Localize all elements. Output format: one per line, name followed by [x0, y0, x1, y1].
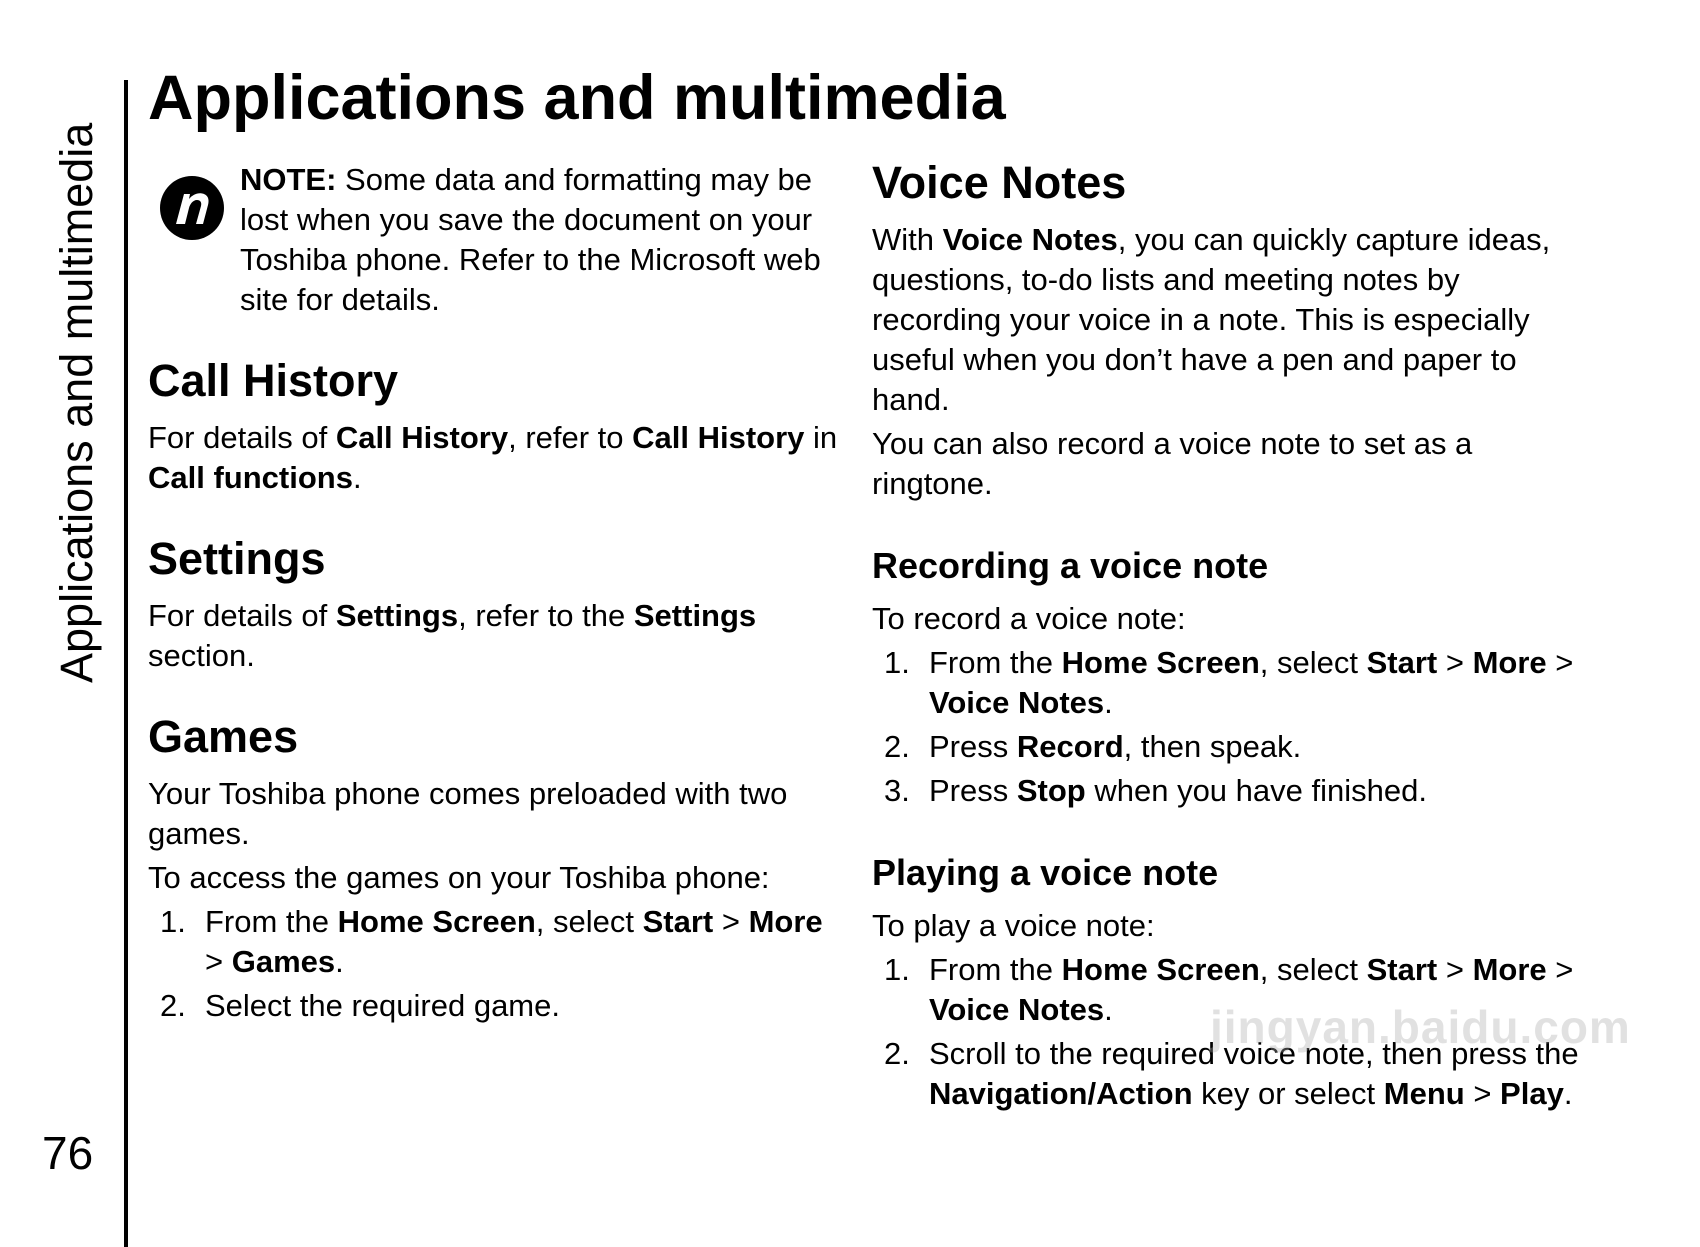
left-column — [148, 160, 838, 1030]
playing-intro: To play a voice note: — [872, 908, 1155, 944]
list-item: 2. Select the required game. — [160, 988, 560, 1023]
games-section — [148, 710, 838, 1026]
list-item: 1. From the Home Screen, select Start > More > Voice Notes. — [884, 952, 1574, 1028]
voice-notes-ringtone-text: You can also record a voice note to set as a ringtone. — [872, 426, 1473, 501]
playing-section — [872, 851, 1592, 1114]
page-title: Applications and multimedia — [148, 63, 1006, 133]
settings-text: For details of Settings, refer to the Settings section. — [148, 598, 757, 673]
note-text: NOTE: Some data and formatting may be lost when you save the document on your Toshiba phone. Refer to the Microsoft web site for details. — [240, 162, 821, 317]
playing-heading: Playing a voice note — [872, 852, 1219, 894]
list-item: 2. Scroll to the required voice note, then press the Navigation/Action key or select Menu > Play. — [884, 1036, 1579, 1112]
watermark: jingyan.baidu.com — [1210, 1001, 1631, 1053]
list-item: 1. From the Home Screen, select Start > More > Games. — [160, 904, 823, 979]
settings-heading: Settings — [148, 533, 326, 584]
recording-heading: Recording a voice note — [872, 545, 1269, 586]
call-history-section — [148, 354, 838, 498]
games-intro: Your Toshiba phone comes preloaded with two games. — [148, 776, 788, 851]
side-tab-label: Applications and multimedia — [51, 122, 102, 683]
games-access-text: To access the games on your Toshiba phone: — [148, 860, 770, 895]
games-heading: Games — [148, 711, 299, 762]
note-box — [148, 160, 838, 320]
list-item: 1. From the Home Screen, select Start > More > Voice Notes. — [884, 645, 1574, 721]
right-column — [872, 156, 1592, 1118]
page-number: 76 — [42, 1127, 94, 1179]
voice-notes-heading: Voice Notes — [872, 157, 1127, 208]
note-icon — [158, 174, 226, 242]
games-steps-list — [148, 902, 838, 1026]
call-history-heading: Call History — [148, 355, 399, 406]
note-label: NOTE: — [240, 162, 337, 197]
recording-steps-list — [872, 643, 1592, 811]
call-history-text: For details of Call History, refer to Call History in Call functions. — [148, 420, 838, 495]
recording-section — [872, 544, 1592, 811]
list-item: 3. Press Stop when you have finished. — [884, 773, 1427, 809]
recording-intro: To record a voice note: — [872, 601, 1186, 637]
voice-notes-text: With Voice Notes, you can quickly capture ideas, questions, to-do lists and meeting notes by recording your voice in a note. This is especially useful when you don’t have a pen and paper to hand. — [872, 222, 1551, 417]
list-item: 2. Press Record, then speak. — [884, 729, 1302, 765]
settings-section — [148, 532, 838, 676]
vertical-rule — [124, 80, 128, 1247]
